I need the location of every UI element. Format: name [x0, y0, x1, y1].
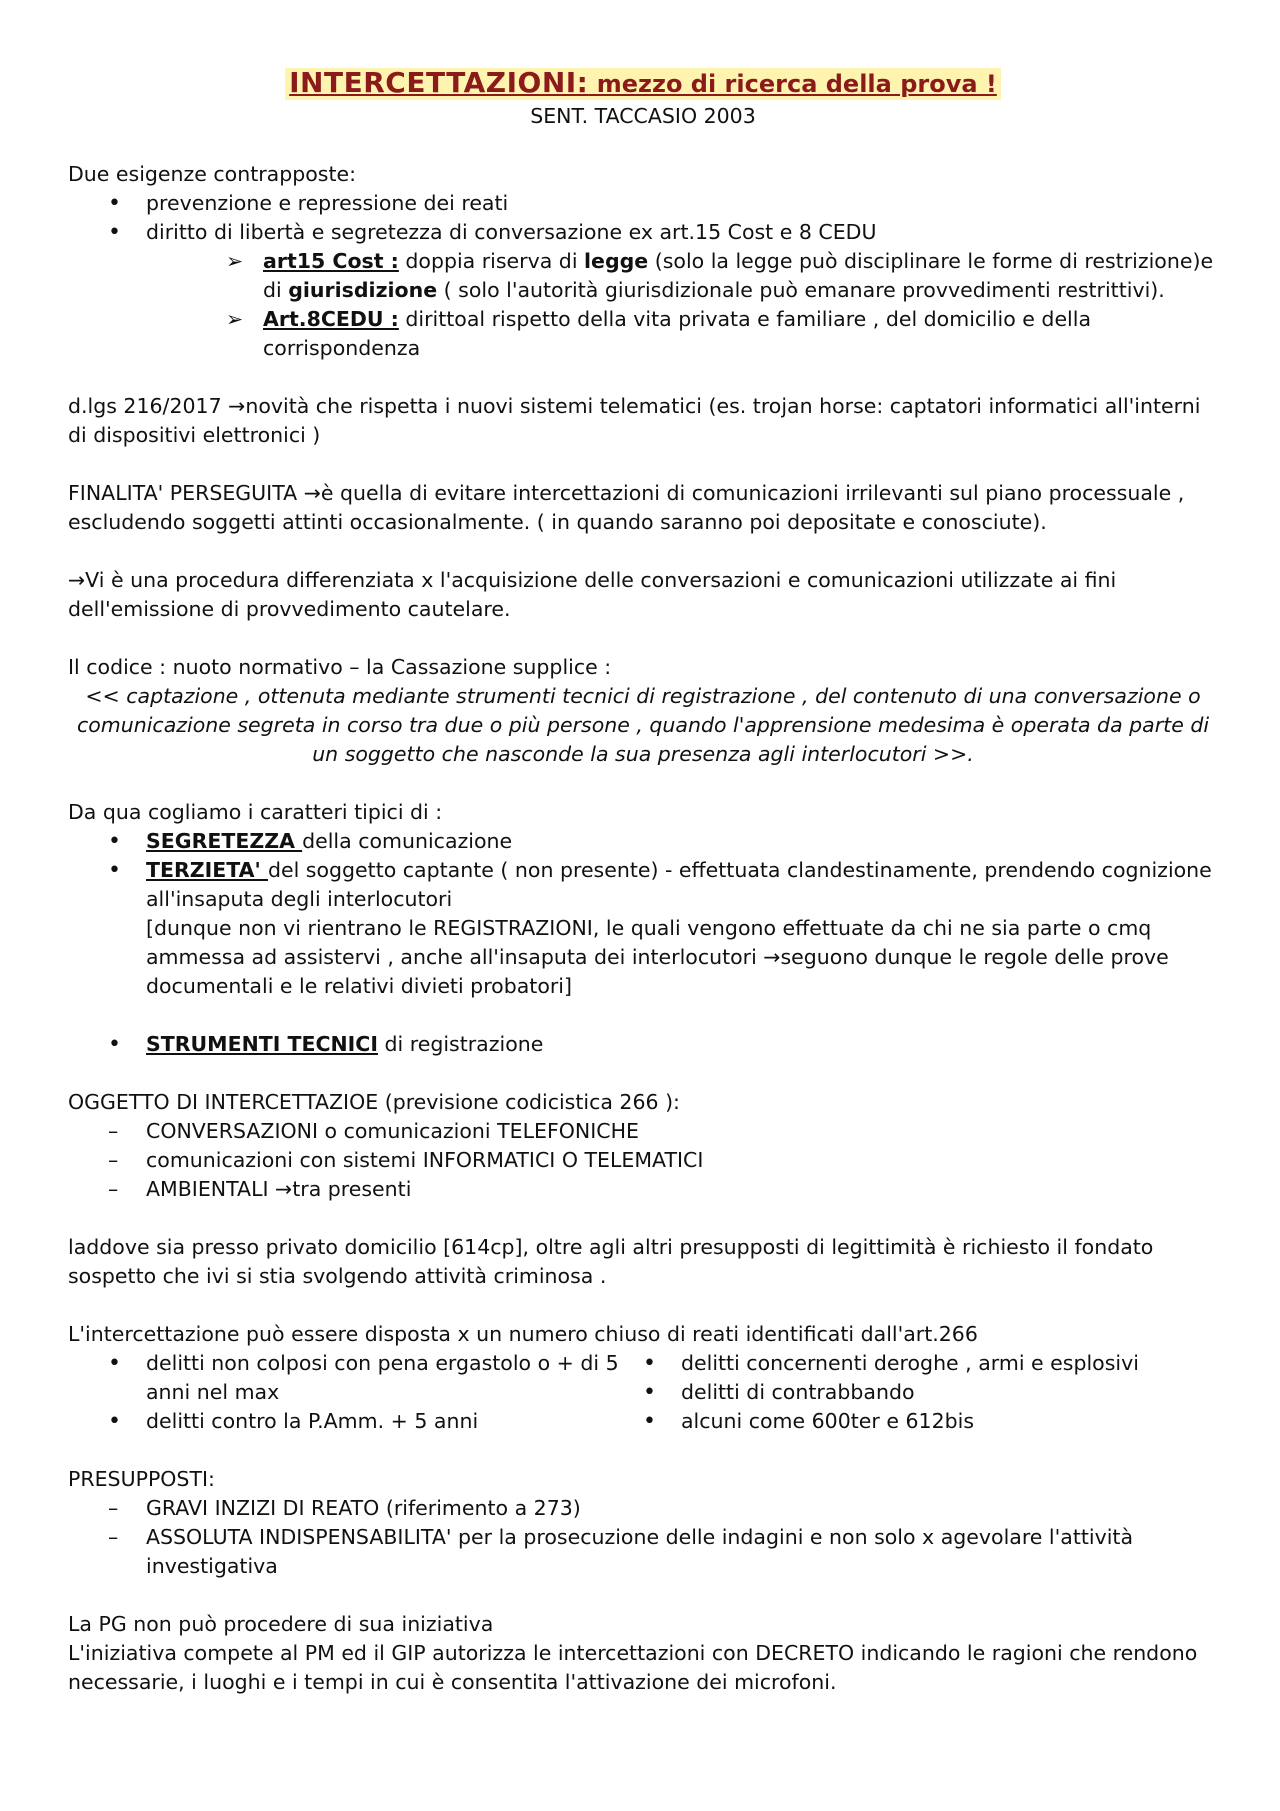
reati-list-left — [68, 1349, 643, 1436]
list-item: • delitti contro la P.Amm. + 5 anni — [68, 1407, 643, 1436]
list-item: – AMBIENTALI →tra presenti — [68, 1175, 1218, 1204]
cedu-item: ➢ Art.8CEDU : dirittoal rispetto della vita privata e familiare , del domicilio e della corrispondenza — [68, 305, 1218, 363]
esigenze-intro: Due esigenze contrapposte: — [68, 162, 357, 186]
iniziativa-paragraph: L'iniziativa compete al PM ed il GIP autorizza le intercettazioni con DECRETO indicando le ragioni che rendono necessarie, i luoghi e i tempi in cui è consentita l'attivazione dei microfoni. — [68, 1641, 1198, 1694]
presupposti-intro: PRESUPPOSTI: — [68, 1467, 215, 1491]
list-item: – comunicazioni con sistemi INFORMATICI O TELEMATICI — [68, 1146, 1218, 1175]
caratteri-intro: Da qua cogliamo i caratteri tipici di : — [68, 800, 443, 824]
strumenti-item: • STRUMENTI TECNICI di registrazione — [68, 1030, 1218, 1059]
list-item: – CONVERSAZIONI o comunicazioni TELEFONICHE — [68, 1117, 1218, 1146]
document-title: INTERCETTAZIONI: mezzo di ricerca della prova ! — [285, 68, 1001, 100]
dlgs-paragraph: d.lgs 216/2017 →novità che rispetta i nuovi sistemi telematici (es. trojan horse: captatori informatici all'interni di dispositivi elettronici ) — [68, 394, 1201, 447]
document-page — [68, 68, 1218, 1697]
reati-list-right — [603, 1349, 1218, 1436]
terzieta-item: • TERZIETA' del soggetto captante ( non presente) - effettuata clandestinamente, prendendo cognizione all'insaputa degli interlocutori [dunque non vi rientrano le REGISTRAZIONI, le quali vengono effettuate da chi ne sia parte o cmq ammessa ad assistervi , anche all'insaputa dei interlocutori →seguono dunque le regole delle prove documentali e le relativi divieti probatori] — [68, 856, 1218, 1030]
reati-intro: L'intercettazione può essere disposta x un numero chiuso di reati identificati dall'art.266 — [68, 1322, 978, 1346]
list-item: – GRAVI INZIZI DI REATO (riferimento a 273) — [68, 1494, 1218, 1523]
list-item: – ASSOLUTA INDISPENSABILITA' per la prosecuzione delle indagini e non solo x agevolare l'attività investigativa — [68, 1523, 1218, 1581]
list-item: • prevenzione e repressione dei reati — [68, 189, 1218, 218]
oggetto-list — [68, 1117, 1218, 1204]
cassazione-quote: << captazione , ottenuta mediante strumenti tecnici di registrazione , del contenuto di una conversazione o comunicazione segreta in corso tra due o più persone , quando l'apprensione medesima è operata da parte di un soggetto che nasconde la sua presenza agli interlocutori >>. — [76, 684, 1210, 766]
subtitle: SENT. TACCASIO 2003 — [530, 104, 756, 128]
reati-columns — [68, 1349, 1218, 1436]
codice-intro: Il codice : nuoto normativo – la Cassazione supplice : — [68, 655, 612, 679]
finalita-paragraph: FINALITA' PERSEGUITA →è quella di evitare intercettazioni di comunicazioni irrilevanti sul piano processuale , escludendo soggetti attinti occasionalmente. ( in quando saranno poi depositate e conosciute). — [68, 481, 1185, 534]
oggetto-intro: OGGETTO DI INTERCETTAZIOE (previsione codicistica 266 ): — [68, 1090, 680, 1114]
art15-item: ➢ art15 Cost : doppia riserva di legge (solo la legge può disciplinare le forme di restrizione)e di giurisdizione ( solo l'autorità giurisdizionale può emanare provvedimenti restrittivi). — [68, 247, 1218, 305]
presupposti-list — [68, 1494, 1218, 1581]
segretezza-item: • SEGRETEZZA della comunicazione — [68, 827, 1218, 856]
list-item: • delitti di contrabbando — [603, 1378, 1218, 1407]
title-block — [68, 68, 1218, 100]
caratteri-list — [68, 827, 1218, 1059]
list-item: • alcuni come 600ter e 612bis — [603, 1407, 1218, 1436]
esigenze-list — [68, 189, 1218, 247]
procedura-paragraph: →Vi è una procedura differenziata x l'acquisizione delle conversazioni e comunicazioni utilizzate ai fini dell'emissione di provvedimento cautelare. — [68, 568, 1117, 621]
list-item: • delitti non colposi con pena ergastolo o + di 5 anni nel max — [68, 1349, 643, 1407]
articoli-list — [68, 247, 1218, 363]
list-item: • delitti concernenti deroghe , armi e esplosivi — [603, 1349, 1218, 1378]
pg-paragraph: La PG non può procedere di sua iniziativa — [68, 1612, 494, 1636]
domicilio-paragraph: laddove sia presso privato domicilio [614cp], oltre agli altri presupposti di legittimità è richiesto il fondato sospetto che ivi si stia svolgendo attività criminosa . — [68, 1235, 1154, 1288]
list-item: • diritto di libertà e segretezza di conversazione ex art.15 Cost e 8 CEDU — [68, 218, 1218, 247]
terzieta-note: [dunque non vi rientrano le REGISTRAZIONI, le quali vengono effettuate da chi ne sia parte o cmq ammessa ad assistervi , anche all'insaputa dei interlocutori →seguono dunque le regole delle prove documentali e le relativi divieti probatori] — [146, 916, 1169, 998]
